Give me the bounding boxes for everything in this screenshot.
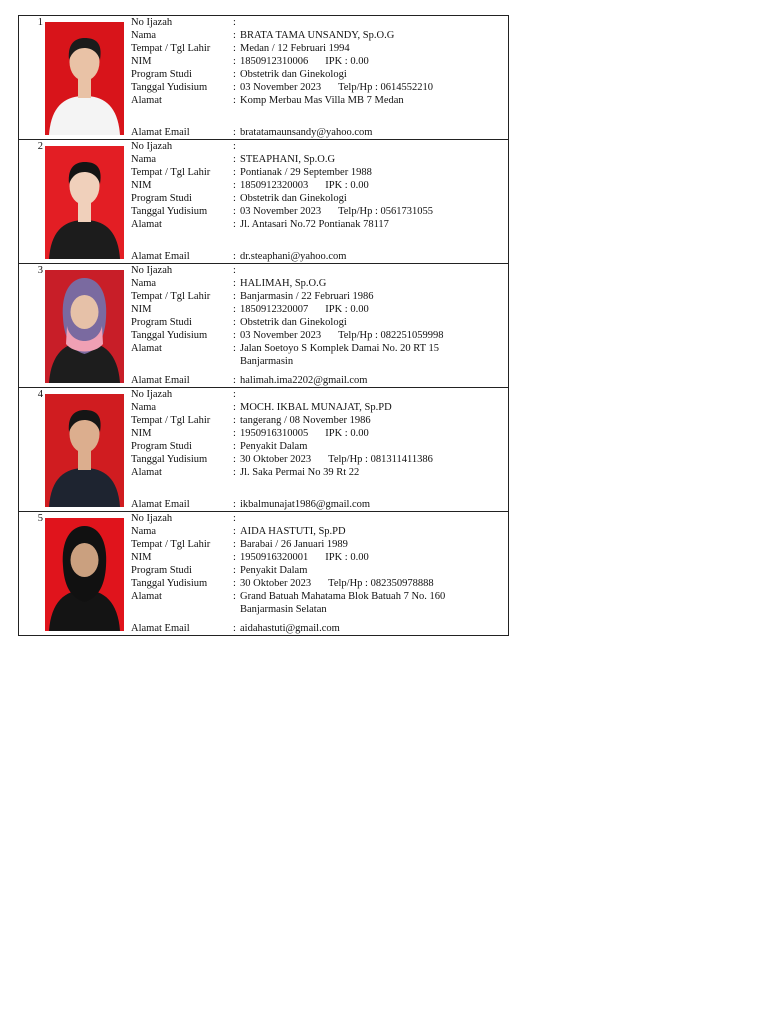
value-no-ijazah: : [233,141,236,152]
value-program-studi: : Obstetrik dan Ginekologi [233,193,347,204]
label-alamat-email: Alamat Email [131,127,190,138]
nama-text: MOCH. IKBAL MUNAJAT, Sp.PD [240,402,392,413]
graduate-photo [45,518,124,631]
value-tanggal-yudisium: : 30 Oktober 2023 Telp/Hp : 082350978888 [233,578,434,589]
value-tanggal-yudisium: : 03 November 2023 Telp/Hp : 0561731055 [233,206,434,217]
value-alamat-email: : dr.steaphani@yahoo.com [233,251,347,262]
value-tempat-tgl-lahir: : Barabai / 26 Januari 1989 [233,539,348,550]
value-alamat: : Jl. Antasari No.72 Pontianak 78117 [233,219,389,230]
label-tempat-tgl-lahir: Tempat / Tgl Lahir [131,43,211,54]
graduate-photo [45,394,124,507]
telp-label: Telp/Hp : [338,82,378,93]
label-nama: Nama [131,402,157,413]
value-alamat: : Komp Merbau Mas Villa MB 7 Medan [233,95,404,106]
yudisium-text: 30 Oktober 2023 [240,578,312,589]
email-text: bratatamaunsandy@yahoo.com [240,127,373,138]
alamat-line-1: Jl. Saka Permai No 39 Rt 22 [240,467,360,478]
value-no-ijazah: : [233,513,236,524]
value-no-ijazah: : [233,17,236,28]
ipk-label: IPK : [325,304,348,315]
label-tanggal-yudisium: Tanggal Yudisium [131,578,208,589]
telp-value: 082251059998 [380,330,444,341]
email-text: ikbalmunajat1986@gmail.com [240,499,371,510]
label-nim: NIM [131,304,152,315]
graduate-photo [45,22,124,135]
record-number: 1 [37,17,43,28]
value-nama: : AIDA HASTUTI, Sp.PD [233,526,346,537]
nim-text: 1950916320001 [240,552,309,563]
prodi-text: Penyakit Dalam [240,565,308,576]
label-alamat-email: Alamat Email [131,251,190,262]
value-tanggal-yudisium: : 03 November 2023 Telp/Hp : 082251059998 [233,330,444,341]
value-program-studi: : Obstetrik dan Ginekologi [233,317,347,328]
value-alamat: : Jalan Soetoyo S Komplek Damai No. 20 RT 15 [233,343,439,354]
label-alamat-email: Alamat Email [131,499,190,510]
telp-label: Telp/Hp : [328,578,368,589]
value-nama: : STEAPHANI, Sp.O.G [233,154,336,165]
label-alamat: Alamat [131,95,162,106]
label-no-ijazah: No Ijazah [131,141,173,152]
label-program-studi: Program Studi [131,193,192,204]
ipk-label: IPK : [325,180,348,191]
value-nim: : 1850912320003 IPK : 0.00 [233,180,369,191]
prodi-text: Obstetrik dan Ginekologi [240,193,347,204]
telp-label: Telp/Hp : [328,454,368,465]
label-tempat-tgl-lahir: Tempat / Tgl Lahir [131,167,211,178]
telp-value: 0561731055 [380,206,434,217]
label-tempat-tgl-lahir: Tempat / Tgl Lahir [131,291,211,302]
ipk-value: 0.00 [350,56,369,67]
ttl-text: Barabai / 26 Januari 1989 [240,539,348,550]
value-alamat: : Grand Batuah Mahatama Blok Batuah 7 No. 160 [233,591,446,602]
label-tanggal-yudisium: Tanggal Yudisium [131,454,208,465]
label-nim: NIM [131,180,152,191]
label-nama: Nama [131,30,157,41]
record-number: 5 [37,513,43,524]
nama-text: STEAPHANI, Sp.O.G [240,154,336,165]
value-alamat-email: : aidahastuti@gmail.com [233,623,340,634]
label-program-studi: Program Studi [131,565,192,576]
label-no-ijazah: No Ijazah [131,389,173,400]
telp-value: 082350978888 [370,578,434,589]
prodi-text: Obstetrik dan Ginekologi [240,317,347,328]
portrait-illustration [45,146,124,259]
value-nim: : 1950916310005 IPK : 0.00 [233,428,369,439]
label-alamat: Alamat [131,343,162,354]
record-number: 4 [37,389,43,400]
label-tempat-tgl-lahir: Tempat / Tgl Lahir [131,415,211,426]
value-program-studi: : Penyakit Dalam [233,441,308,452]
yudisium-text: 30 Oktober 2023 [240,454,312,465]
graduate-record [19,16,508,140]
label-tanggal-yudisium: Tanggal Yudisium [131,330,208,341]
nim-text: 1950916310005 [240,428,309,439]
label-program-studi: Program Studi [131,317,192,328]
value-alamat: : Jl. Saka Permai No 39 Rt 22 [233,467,360,478]
alamat-line-1: Grand Batuah Mahatama Blok Batuah 7 No. 160 [240,591,446,602]
label-nim: NIM [131,428,152,439]
value-tempat-tgl-lahir: : tangerang / 08 November 1986 [233,415,371,426]
telp-label: Telp/Hp : [338,206,378,217]
label-alamat: Alamat [131,591,162,602]
value-no-ijazah: : [233,389,236,400]
value-alamat-email: : halimah.ima2202@gmail.com [233,375,368,386]
alamat-line-1: Komp Merbau Mas Villa MB 7 Medan [240,95,404,106]
label-program-studi: Program Studi [131,69,192,80]
record-number: 2 [37,141,43,152]
value-tanggal-yudisium: : 30 Oktober 2023 Telp/Hp : 081311411386 [233,454,433,465]
ttl-text: Medan / 12 Februari 1994 [240,43,350,54]
value-nim: : 1850912320007 IPK : 0.00 [233,304,369,315]
label-alamat-email: Alamat Email [131,375,190,386]
telp-label: Telp/Hp : [338,330,378,341]
nama-text: AIDA HASTUTI, Sp.PD [240,526,346,537]
label-program-studi: Program Studi [131,441,192,452]
yudisium-text: 03 November 2023 [240,206,322,217]
label-nim: NIM [131,56,152,67]
label-nama: Nama [131,526,157,537]
yudisium-text: 03 November 2023 [240,82,322,93]
value-nama: : BRATA TAMA UNSANDY, Sp.O.G [233,30,395,41]
graduate-photo [45,146,124,259]
value-nama: : HALIMAH, Sp.O.G [233,278,327,289]
value-alamat-line-2 [233,603,327,616]
value-alamat-email: : ikbalmunajat1986@gmail.com [233,499,371,510]
value-alamat-email: : bratatamaunsandy@yahoo.com [233,127,373,138]
alamat-line-2: Banjarmasin [240,356,294,367]
value-tempat-tgl-lahir: : Medan / 12 Februari 1994 [233,43,350,54]
ttl-text: tangerang / 08 November 1986 [240,415,371,426]
telp-value: 0614552210 [380,82,434,93]
label-nama: Nama [131,278,157,289]
label-tempat-tgl-lahir: Tempat / Tgl Lahir [131,539,211,550]
alamat-line-1: Jalan Soetoyo S Komplek Damai No. 20 RT 15 [240,343,439,354]
value-program-studi: : Obstetrik dan Ginekologi [233,69,347,80]
nim-text: 1850912320003 [240,180,309,191]
ipk-value: 0.00 [350,180,369,191]
ipk-value: 0.00 [350,304,369,315]
label-tanggal-yudisium: Tanggal Yudisium [131,206,208,217]
portrait-illustration [45,22,124,135]
portrait-illustration [45,394,124,507]
email-text: halimah.ima2202@gmail.com [240,375,368,386]
graduate-records-table [18,15,509,636]
ttl-text: Banjarmasin / 22 Februari 1986 [240,291,374,302]
graduate-record [19,264,508,388]
label-no-ijazah: No Ijazah [131,17,173,28]
nim-text: 1850912320007 [240,304,309,315]
value-alamat-line-2 [233,355,293,368]
ttl-text: Pontianak / 29 September 1988 [240,167,372,178]
label-tanggal-yudisium: Tanggal Yudisium [131,82,208,93]
label-alamat: Alamat [131,219,162,230]
portrait-illustration [45,270,124,383]
portrait-illustration [45,518,124,631]
record-number: 3 [37,265,43,276]
value-nama: : MOCH. IKBAL MUNAJAT, Sp.PD [233,402,392,413]
prodi-text: Penyakit Dalam [240,441,308,452]
value-tempat-tgl-lahir: : Banjarmasin / 22 Februari 1986 [233,291,374,302]
label-alamat: Alamat [131,467,162,478]
value-program-studi: : Penyakit Dalam [233,565,308,576]
value-nim: : 1850912310006 IPK : 0.00 [233,56,369,67]
value-nim: : 1950916320001 IPK : 0.00 [233,552,369,563]
telp-value: 081311411386 [370,454,433,465]
nama-text: BRATA TAMA UNSANDY, Sp.O.G [240,30,395,41]
email-text: dr.steaphani@yahoo.com [240,251,347,262]
label-alamat-email: Alamat Email [131,623,190,634]
face-shape [71,295,99,329]
label-nim: NIM [131,552,152,563]
graduate-record [19,512,508,636]
value-no-ijazah: : [233,265,236,276]
ipk-value: 0.00 [350,428,369,439]
nama-text: HALIMAH, Sp.O.G [240,278,327,289]
graduate-record [19,140,508,264]
ipk-value: 0.00 [350,552,369,563]
label-no-ijazah: No Ijazah [131,513,173,524]
graduate-photo [45,270,124,383]
graduate-record [19,388,508,512]
email-text: aidahastuti@gmail.com [240,623,340,634]
ipk-label: IPK : [325,428,348,439]
label-nama: Nama [131,154,157,165]
alamat-line-2: Banjarmasin Selatan [240,604,327,615]
value-tanggal-yudisium: : 03 November 2023 Telp/Hp : 0614552210 [233,82,434,93]
face-shape [71,543,99,577]
label-no-ijazah: No Ijazah [131,265,173,276]
alamat-line-1: Jl. Antasari No.72 Pontianak 78117 [240,219,389,230]
ipk-label: IPK : [325,552,348,563]
nim-text: 1850912310006 [240,56,309,67]
value-tempat-tgl-lahir: : Pontianak / 29 September 1988 [233,167,372,178]
prodi-text: Obstetrik dan Ginekologi [240,69,347,80]
yudisium-text: 03 November 2023 [240,330,322,341]
ipk-label: IPK : [325,56,348,67]
